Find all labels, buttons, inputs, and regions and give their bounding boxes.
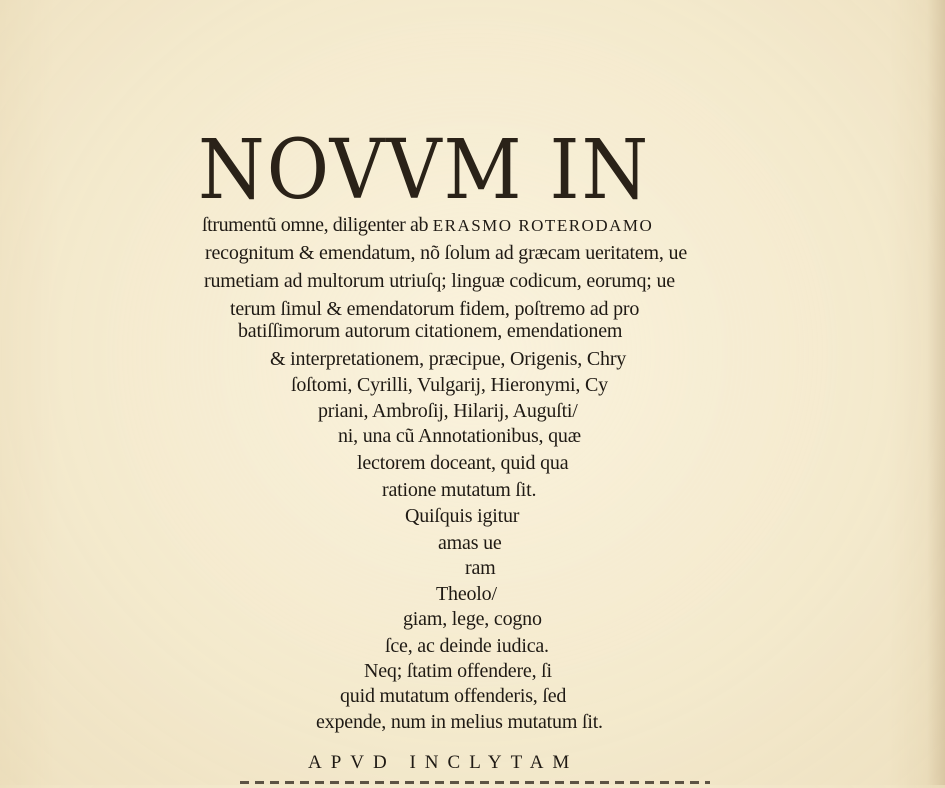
text-line-20: expende, num in melius mutatum ſit. xyxy=(316,711,603,733)
text-line-1-start: ſtrumentũ omne, diligenter ab xyxy=(202,214,433,236)
text-line-11: ratione mutatum ſit. xyxy=(382,479,537,501)
text-line-12: Quiſquis igitur xyxy=(405,505,520,527)
text-line-14: ram xyxy=(465,557,496,579)
text-line-10: lectorem doceant, quid qua xyxy=(357,452,569,474)
text-line-3: rumetiam ad multorum utriuſq; linguæ codicum, eorumq; ue xyxy=(204,270,675,292)
main-title: NOVVM IN xyxy=(198,123,651,218)
text-line-16: giam, lege, cogno xyxy=(403,608,542,630)
text-line-13: amas ue xyxy=(438,532,502,554)
imprint-line: APVD INCLYTAM xyxy=(308,752,579,773)
cropped-text-line xyxy=(240,778,710,788)
author-name: ERASMO ROTERODAMO xyxy=(432,216,654,235)
text-line-6: & interpretationem, præcipue, Origenis, Chry xyxy=(270,348,627,370)
text-line-4: terum ſimul & emendatorum fidem, poſtremo ad pro xyxy=(230,298,640,320)
text-line-19: quid mutatum offenderis, ſed xyxy=(340,685,567,707)
text-line-7: ſoſtomi, Cyrilli, Vulgarij, Hieronymi, Cy xyxy=(291,374,608,396)
text-line-2: recognitum & emendatum, nõ ſolum ad græcam ueritatem, ue xyxy=(205,242,687,264)
page-edge-shadow xyxy=(927,0,945,785)
text-line-18: Neq; ſtatim offendere, ſi xyxy=(364,660,552,682)
text-line-1 xyxy=(202,213,742,238)
text-line-9: ni, una cũ Annotationibus, quæ xyxy=(338,425,581,447)
text-line-15: Theolo/ xyxy=(436,583,497,605)
text-line-8: priani, Ambroſij, Hilarij, Auguſti/ xyxy=(318,400,578,422)
text-line-17: ſce, ac deinde iudica. xyxy=(385,635,549,657)
text-line-5: batiſſimorum autorum citationem, emendationem xyxy=(238,320,623,342)
